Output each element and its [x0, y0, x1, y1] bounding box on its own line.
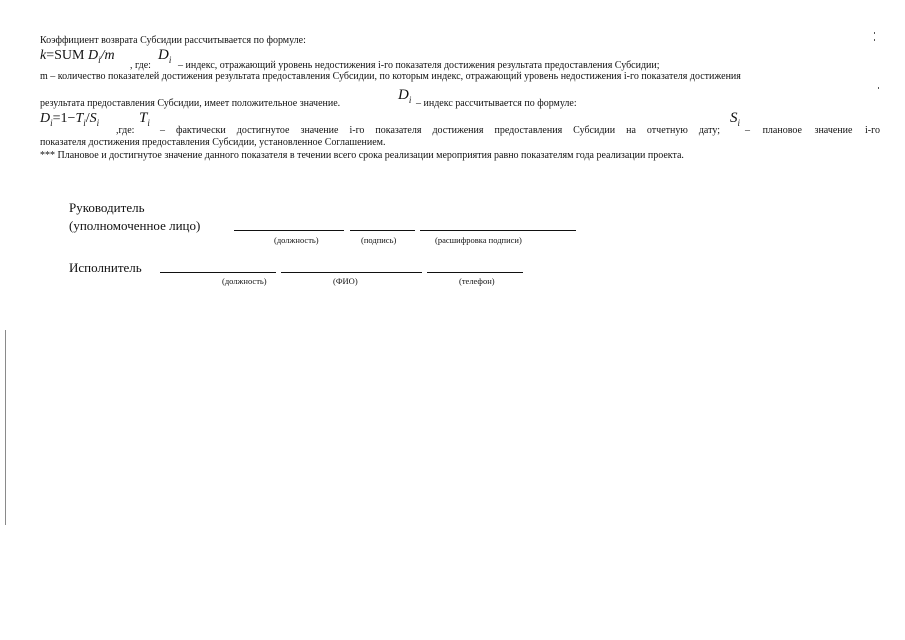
t-definition: – фактически достигнутое значение i-го показателя достижения предоставления Субсидии на отчетную дату; — [160, 125, 720, 136]
symbol-s-sub: i — [737, 118, 741, 128]
symbol-t — [139, 110, 150, 131]
m-definition-cont: результата предоставления Субсидии, имеет положительное значение. — [40, 98, 341, 109]
formula-d-d: D — [40, 111, 51, 126]
s-definition-cont: показателя достижения предоставления Субсидии, установленное Соглашением. — [40, 137, 386, 148]
head-position-caption: (должность) — [274, 235, 319, 245]
formula-d-t: T — [75, 111, 84, 126]
d-definition: – индекс, отражающий уровень недостижения i-го показателя достижения результата предоставления Субсидии; — [178, 60, 660, 71]
formula-d-eq: =1− — [52, 111, 76, 126]
formula-d-ssub: i — [96, 117, 100, 128]
formula-d-dsub: i — [50, 117, 53, 128]
gde-text-1: , где: — [130, 60, 151, 71]
d-calc-text: – индекс рассчитывается по формуле: — [416, 98, 577, 109]
head-decode-line[interactable] — [420, 230, 576, 231]
symbol-t-sub: i — [147, 118, 150, 128]
executor-name-line[interactable] — [281, 272, 422, 273]
formula-d — [40, 111, 99, 131]
formula-d-tsub: i — [83, 117, 86, 128]
formula-d-slash: / — [85, 111, 90, 126]
symbol-d-sub: i — [408, 95, 412, 105]
scan-dot — [874, 32, 875, 34]
symbol-d-sub: i — [168, 55, 172, 65]
executor-phone-caption: (телефон) — [459, 276, 495, 286]
formula-k-lhs: k — [40, 48, 47, 63]
symbol-d-base: D — [158, 47, 169, 63]
scan-dot — [874, 39, 875, 41]
m-definition: m – количество показателей достижения результата предоставления Субсидии, по которым индекс, отражающий уровень недостижения i-го показателя достижения — [40, 71, 741, 82]
formula-d-s: S — [89, 111, 97, 126]
executor-phone-line[interactable] — [427, 272, 523, 273]
s-definition: – плановое значение i-го — [745, 125, 880, 136]
symbol-d-1 — [158, 47, 171, 68]
gde-text-2: ,где: — [116, 125, 135, 136]
executor-name-caption: (ФИО) — [333, 276, 358, 286]
head-label: Руководитель — [69, 200, 145, 215]
executor-label: Исполнитель — [69, 260, 142, 275]
formula-k-op: =SUM — [46, 48, 85, 63]
symbol-t-base: T — [139, 110, 148, 126]
formula-k — [40, 48, 115, 68]
formula-k-div: /m — [100, 48, 115, 63]
scan-dot — [878, 87, 879, 89]
symbol-s-base: S — [730, 110, 738, 126]
head-signature-caption: (подпись) — [361, 235, 397, 245]
symbol-s — [730, 110, 740, 131]
symbol-d-2 — [398, 87, 411, 108]
head-position-line[interactable] — [234, 230, 344, 231]
formula-k-sub: i — [98, 54, 101, 65]
head-signature-line[interactable] — [350, 230, 415, 231]
formula-k-d: D — [87, 48, 99, 63]
head-decode-caption: (расшифровка подписи) — [435, 235, 522, 245]
executor-position-caption: (должность) — [222, 276, 267, 286]
scan-margin-line — [5, 330, 6, 525]
symbol-d-base: D — [398, 87, 409, 103]
head-sublabel: (уполномоченное лицо) — [69, 218, 201, 233]
footnote: *** Плановое и достигнутое значение данного показателя в течении всего срока реализации мероприятия равно показателям года реализации проекта. — [40, 150, 684, 161]
intro-text: Коэффициент возврата Субсидии рассчитывается по формуле: — [40, 35, 306, 46]
executor-position-line[interactable] — [160, 272, 276, 273]
